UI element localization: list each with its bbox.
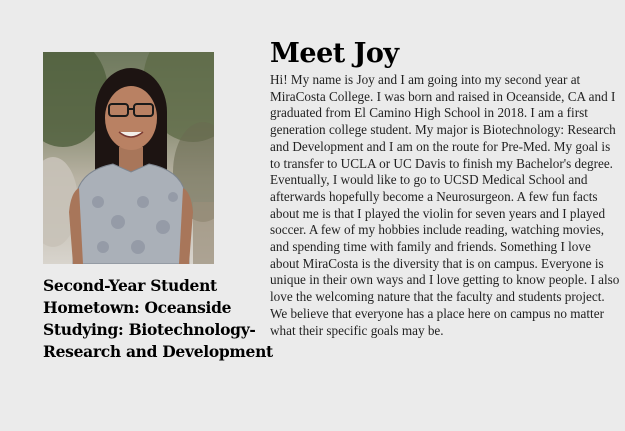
page-title: Meet Joy (270, 38, 399, 69)
student-caption (43, 275, 273, 363)
caption-hometown: Hometown: Oceanside (43, 298, 232, 317)
caption-year: Second-Year Student (43, 276, 217, 295)
caption-studying-cont: Research and Development (43, 342, 273, 361)
profile-photo (43, 52, 214, 264)
bio-text: Hi! My name is Joy and I am going into my second year at MiraCosta College. I was born and raised in Oceanside, CA and I graduated from El Camino High School in 2018. I am a first generation college student. My major is Biotechnology: Research and Development and I am on the route for Pre-Med. My goal is to transfer to UCLA or UC Davis to finish my Bachelor's degree. Eventually, I would like to go to UCSD Medical School and afterwards hopefully become a Neurosurgeon. A few fun facts about me is that I played the violin for seven years and I played soccer. A few of my hobbies include reading, watching movies, and spending time with family and friends. Something I love about MiraCosta is the diversity that is on campus. Everyone is unique in their own ways and I love getting to know people. I also love the welcoming nature that the faculty and students project. We believe that everyone has a place here on campus no matter what their specific goals may be. (270, 72, 620, 338)
caption-studying: Studying: Biotechnology- (43, 320, 256, 339)
